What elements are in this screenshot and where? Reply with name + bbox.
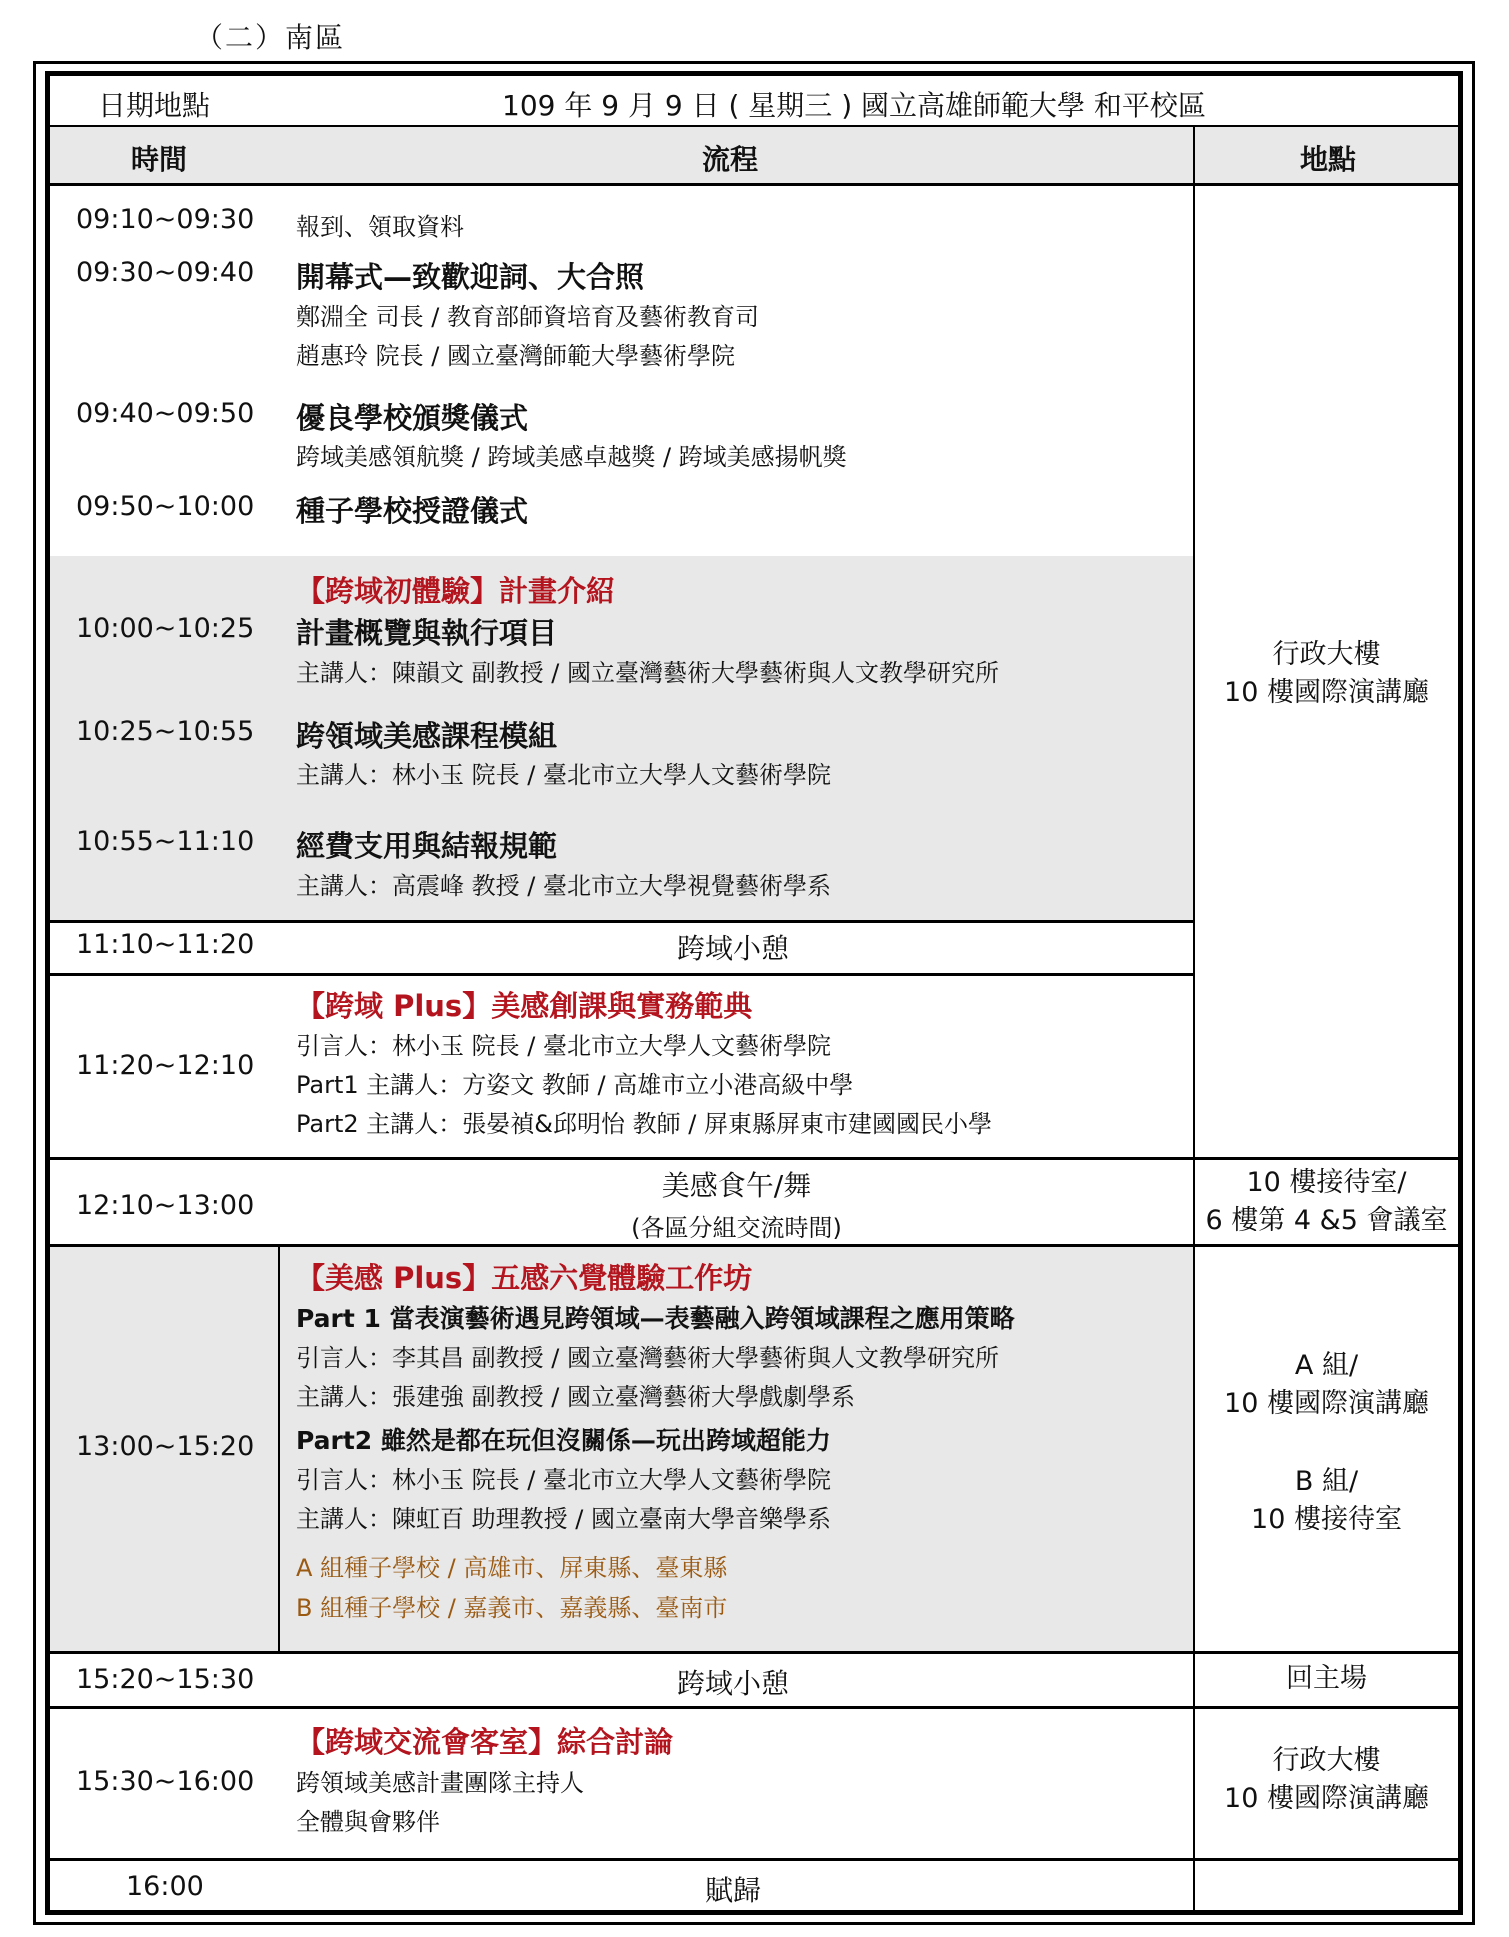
morning-place-line1: 行政大樓 xyxy=(1272,639,1381,670)
opening-title: 開幕式—致歡迎詞、大合照 xyxy=(296,260,645,294)
groupA-text: A 組種子學校 / 高雄市、屏東縣、臺東縣 xyxy=(296,1554,728,1582)
checkin-text: 報到、領取資料 xyxy=(296,213,464,241)
part1-title: Part 1 當表演藝術遇見跨領域—表藝融入跨領域課程之應用策略 xyxy=(296,1304,1015,1333)
seed-title: 種子學校授證儀式 xyxy=(296,494,529,528)
time-1530: 15:30~16:00 xyxy=(76,1766,255,1797)
col-place-header: 地點 xyxy=(1300,143,1357,176)
plus-line3: Part2 主講人：張晏禎&邱明怡 教師 / 屏東縣屏東市建國國民小學 xyxy=(296,1110,992,1138)
intro-heading: 【跨域初體驗】計畫介紹 xyxy=(296,574,616,608)
time-0930: 09:30~09:40 xyxy=(76,257,255,288)
lunch-note: (各區分組交流時間) xyxy=(631,1214,842,1242)
lunch-place-line1: 10 樓接待室/ xyxy=(1246,1167,1407,1198)
place-a2: 10 樓國際演講廳 xyxy=(1224,1388,1429,1419)
time-1300: 13:00~15:20 xyxy=(76,1431,255,1462)
col-time-header: 時間 xyxy=(131,143,188,176)
break1-label: 跨域小憩 xyxy=(677,932,790,965)
intro-b-title: 跨領域美感課程模組 xyxy=(296,719,558,753)
time-0950: 09:50~10:00 xyxy=(76,491,255,522)
opening-line1: 鄭淵全 司長 / 教育部師資培育及藝術教育司 xyxy=(296,303,759,331)
time-1120: 11:20~12:10 xyxy=(76,1050,255,1081)
part1-line1: 引言人：李其昌 副教授 / 國立臺灣藝術大學藝術與人文教學研究所 xyxy=(296,1344,999,1372)
intro-a-line1: 主講人：陳韻文 副教授 / 國立臺灣藝術大學藝術與人文教學研究所 xyxy=(296,659,999,687)
end-label: 賦歸 xyxy=(705,1874,762,1907)
lunch-cell xyxy=(280,1164,1193,1243)
intro-c-line1: 主講人：高震峰 教授 / 臺北市立大學視覺藝術學系 xyxy=(296,872,831,900)
time-1110: 11:10~11:20 xyxy=(76,929,255,960)
place-b2: 10 樓接待室 xyxy=(1251,1504,1402,1535)
date-place-label: 日期地點 xyxy=(98,89,211,122)
time-0910: 09:10~09:30 xyxy=(76,204,255,235)
workshop-place xyxy=(1195,1347,1458,1539)
workshop-heading: 【美感 Plus】五感六覺體驗工作坊 xyxy=(296,1261,753,1295)
morning-place-line2: 10 樓國際演講廳 xyxy=(1224,677,1429,708)
part2-line1: 引言人：林小玉 院長 / 臺北市立大學人文藝術學院 xyxy=(296,1466,831,1494)
time-1025: 10:25~10:55 xyxy=(76,716,255,747)
time-1520: 15:20~15:30 xyxy=(76,1664,255,1695)
break2-place: 回主場 xyxy=(1286,1663,1367,1694)
discussion-place-line1: 行政大樓 xyxy=(1272,1745,1381,1776)
discussion-line1: 跨領域美感計畫團隊主持人 xyxy=(296,1769,584,1797)
place-a1: A 組/ xyxy=(1294,1350,1359,1381)
time-1600: 16:00 xyxy=(126,1871,204,1902)
place-b1: B 組/ xyxy=(1294,1466,1359,1497)
section-heading: （二）南區 xyxy=(195,21,346,54)
plus-line1: 引言人：林小玉 院長 / 臺北市立大學人文藝術學院 xyxy=(296,1032,831,1060)
part1-line2: 主講人：張建強 副教授 / 國立臺灣藝術大學戲劇學系 xyxy=(296,1383,855,1411)
award-line1: 跨域美感領航獎 / 跨域美感卓越獎 / 跨域美感揚帆獎 xyxy=(296,443,847,471)
plus-line2: Part1 主講人：方姿文 教師 / 高雄市立小港高級中學 xyxy=(296,1071,854,1099)
discussion-place-line2: 10 樓國際演講廳 xyxy=(1224,1783,1429,1814)
date-place-value: 109 年 9 月 9 日 ( 星期三 ) 國立高雄師範大學 和平校區 xyxy=(502,89,1206,122)
lunch-label: 美感食午/舞 xyxy=(661,1169,812,1202)
morning-place xyxy=(1195,636,1458,712)
time-1000: 10:00~10:25 xyxy=(76,613,255,644)
discussion-heading: 【跨域交流會客室】綜合討論 xyxy=(296,1725,674,1759)
opening-line2: 趙惠玲 院長 / 國立臺灣師範大學藝術學院 xyxy=(296,342,735,370)
time-1055: 10:55~11:10 xyxy=(76,826,255,857)
part2-title: Part2 雖然是都在玩但沒關係—玩出跨域超能力 xyxy=(296,1426,831,1455)
discussion-line2: 全體與會夥伴 xyxy=(296,1808,440,1836)
award-title: 優良學校頒獎儀式 xyxy=(296,401,529,435)
groupB-text: B 組種子學校 / 嘉義市、嘉義縣、臺南市 xyxy=(296,1594,728,1622)
intro-b-line1: 主講人：林小玉 院長 / 臺北市立大學人文藝術學院 xyxy=(296,761,831,789)
intro-a-title: 計畫概覽與執行項目 xyxy=(296,616,558,650)
lunch-place xyxy=(1195,1164,1458,1240)
time-0940: 09:40~09:50 xyxy=(76,398,255,429)
schedule-table xyxy=(45,71,1463,1915)
lunch-place-line2: 6 樓第 4 &5 會議室 xyxy=(1205,1205,1448,1236)
break2-label: 跨域小憩 xyxy=(677,1667,790,1700)
col-flow-header: 流程 xyxy=(702,143,759,176)
plus-heading: 【跨域 Plus】美感創課與實務範典 xyxy=(296,989,753,1023)
intro-c-title: 經費支用與結報規範 xyxy=(296,829,558,863)
discussion-place xyxy=(1195,1742,1458,1818)
part2-line2: 主講人：陳虹百 助理教授 / 國立臺南大學音樂學系 xyxy=(296,1505,831,1533)
time-1210: 12:10~13:00 xyxy=(76,1190,255,1221)
